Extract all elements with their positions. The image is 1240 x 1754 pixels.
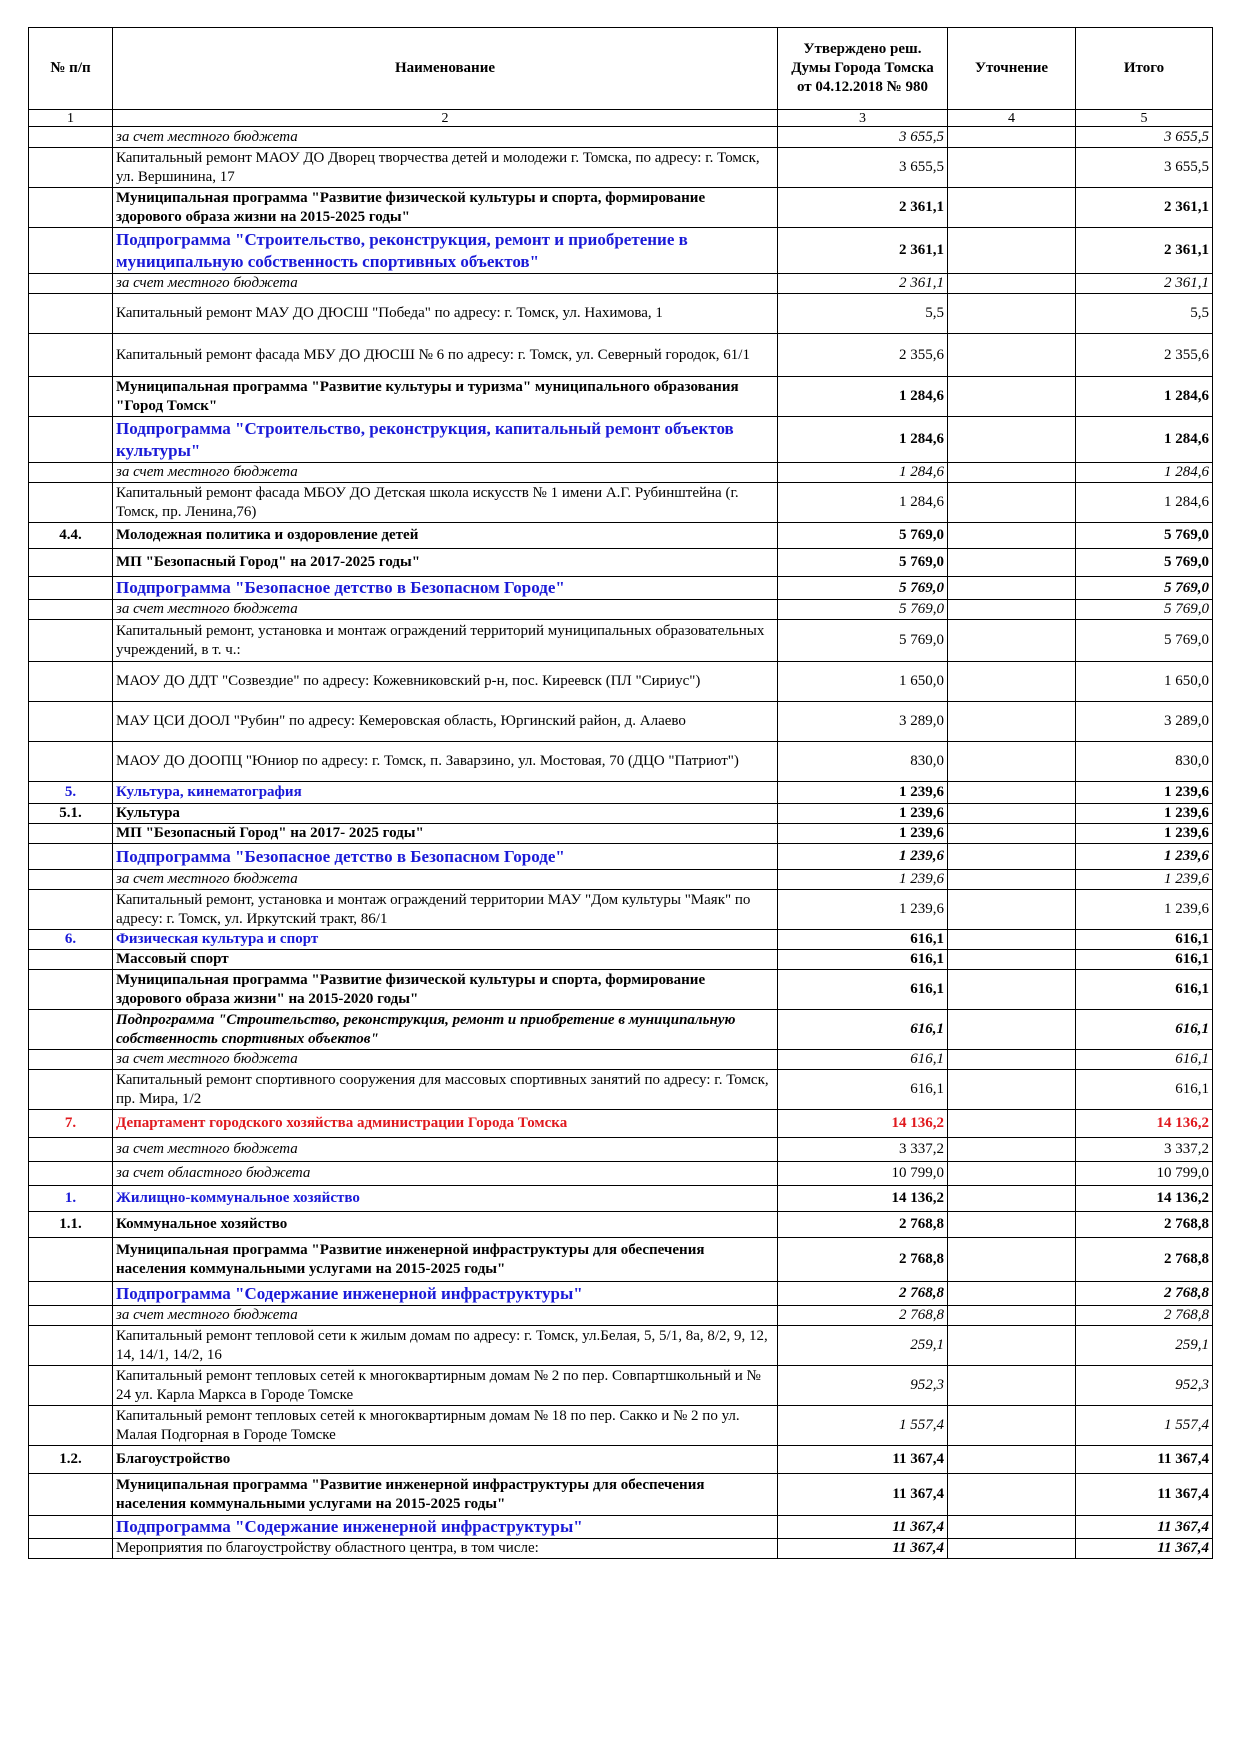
row-number [29, 1516, 113, 1539]
row-name: Муниципальная программа "Развитие физической культуры и спорта, формирование здорового образа жизни на 2015-2025 годы" [113, 188, 778, 228]
row-total-value: 616,1 [1076, 930, 1213, 950]
row-name: за счет местного бюджета [113, 463, 778, 483]
row-approved-value: 1 284,6 [778, 463, 948, 483]
row-number [29, 702, 113, 742]
row-total-value: 259,1 [1076, 1326, 1213, 1366]
header-name: Наименование [113, 28, 778, 110]
row-number [29, 274, 113, 294]
row-name: за счет областного бюджета [113, 1162, 778, 1186]
column-index-row [29, 110, 1213, 127]
row-total-value: 1 239,6 [1076, 870, 1213, 890]
row-total-value: 616,1 [1076, 970, 1213, 1010]
row-approved-value: 11 367,4 [778, 1446, 948, 1474]
table-row [29, 1326, 1213, 1366]
row-total-value: 1 650,0 [1076, 662, 1213, 702]
row-number [29, 1138, 113, 1162]
row-approved-value: 830,0 [778, 742, 948, 782]
table-row [29, 1212, 1213, 1238]
row-number [29, 1238, 113, 1282]
row-approved-value: 616,1 [778, 1050, 948, 1070]
row-change-value [948, 148, 1076, 188]
row-approved-value: 3 655,5 [778, 148, 948, 188]
table-row [29, 1539, 1213, 1559]
row-name: Подпрограмма "Безопасное детство в Безопасном Городе" [113, 577, 778, 600]
row-change-value [948, 1474, 1076, 1516]
row-name: Капитальный ремонт МАОУ ДО Дворец творчества детей и молодежи г. Томска, по адресу: г. Томск, ул. Вершинина, 17 [113, 148, 778, 188]
row-total-value: 11 367,4 [1076, 1446, 1213, 1474]
row-total-value: 14 136,2 [1076, 1186, 1213, 1212]
row-approved-value: 5 769,0 [778, 600, 948, 620]
row-number [29, 483, 113, 523]
row-total-value: 1 239,6 [1076, 890, 1213, 930]
table-row [29, 804, 1213, 824]
row-name: Муниципальная программа "Развитие инженерной инфраструктуры для обеспечения населения коммунальными услугами на 2015-2025 годы" [113, 1238, 778, 1282]
row-name: МАОУ ДО ДООПЦ "Юниор по адресу: г. Томск, п. Заварзино, ул. Мостовая, 70 (ДЦО "Патриот") [113, 742, 778, 782]
row-change-value [948, 1516, 1076, 1539]
row-change-value [948, 549, 1076, 577]
row-name: Муниципальная программа "Развитие инженерной инфраструктуры для обеспечения населения коммунальными услугами на 2015-2025 годы" [113, 1474, 778, 1516]
table-row [29, 549, 1213, 577]
row-name: Капитальный ремонт, установка и монтаж ограждений территорий муниципальных образовательных учреждений, в т. ч.: [113, 620, 778, 662]
row-total-value: 1 284,6 [1076, 377, 1213, 417]
row-number: 5. [29, 782, 113, 804]
table-row [29, 620, 1213, 662]
row-approved-value: 5 769,0 [778, 577, 948, 600]
row-name: Департамент городского хозяйства администрации Города Томска [113, 1110, 778, 1138]
row-change-value [948, 1366, 1076, 1406]
row-change-value [948, 930, 1076, 950]
table-row [29, 1446, 1213, 1474]
row-total-value: 1 284,6 [1076, 483, 1213, 523]
table-row [29, 1366, 1213, 1406]
row-name: Подпрограмма "Содержание инженерной инфраструктуры" [113, 1282, 778, 1306]
row-total-value: 11 367,4 [1076, 1539, 1213, 1559]
row-approved-value: 1 239,6 [778, 890, 948, 930]
row-change-value [948, 127, 1076, 148]
row-change-value [948, 188, 1076, 228]
table-row [29, 417, 1213, 463]
table-row [29, 662, 1213, 702]
row-total-value: 1 239,6 [1076, 782, 1213, 804]
row-change-value [948, 1050, 1076, 1070]
table-row [29, 702, 1213, 742]
row-number [29, 1326, 113, 1366]
table-row [29, 1238, 1213, 1282]
table-row [29, 824, 1213, 844]
row-name: Коммунальное хозяйство [113, 1212, 778, 1238]
row-approved-value: 5 769,0 [778, 620, 948, 662]
table-row [29, 148, 1213, 188]
row-approved-value: 259,1 [778, 1326, 948, 1366]
row-name: Подпрограмма "Содержание инженерной инфраструктуры" [113, 1516, 778, 1539]
row-total-value: 5 769,0 [1076, 523, 1213, 549]
row-approved-value: 3 337,2 [778, 1138, 948, 1162]
row-change-value [948, 1212, 1076, 1238]
table-row [29, 1474, 1213, 1516]
row-change-value [948, 1110, 1076, 1138]
row-approved-value: 1 239,6 [778, 782, 948, 804]
column-index: 4 [948, 110, 1076, 127]
row-change-value [948, 600, 1076, 620]
row-approved-value: 5 769,0 [778, 523, 948, 549]
row-change-value [948, 804, 1076, 824]
table-body [29, 127, 1213, 1559]
row-total-value: 616,1 [1076, 1010, 1213, 1050]
row-change-value [948, 1539, 1076, 1559]
row-number: 1. [29, 1186, 113, 1212]
row-total-value: 2 361,1 [1076, 188, 1213, 228]
row-number [29, 890, 113, 930]
row-approved-value: 2 361,1 [778, 274, 948, 294]
table-row [29, 970, 1213, 1010]
row-total-value: 3 655,5 [1076, 148, 1213, 188]
row-total-value: 1 284,6 [1076, 417, 1213, 463]
row-number [29, 950, 113, 970]
row-number [29, 549, 113, 577]
row-name: Капитальный ремонт спортивного сооружения для массовых спортивных занятий по адресу: г. Томск, пр. Мира, 1/2 [113, 1070, 778, 1110]
table-row [29, 1010, 1213, 1050]
row-number [29, 1366, 113, 1406]
row-change-value [948, 523, 1076, 549]
row-name: Капитальный ремонт тепловых сетей к многоквартирным домам № 18 по пер. Сакко и № 2 по ул. Малая Подгорная в Городе Томске [113, 1406, 778, 1446]
row-number [29, 1282, 113, 1306]
row-total-value: 2 768,8 [1076, 1282, 1213, 1306]
row-change-value [948, 970, 1076, 1010]
row-total-value: 616,1 [1076, 950, 1213, 970]
row-total-value: 1 239,6 [1076, 824, 1213, 844]
column-index: 5 [1076, 110, 1213, 127]
row-change-value [948, 294, 1076, 334]
row-number: 4.4. [29, 523, 113, 549]
row-number [29, 662, 113, 702]
row-name: Муниципальная программа "Развитие физической культуры и спорта, формирование здорового образа жизни" на 2015-2020 годы" [113, 970, 778, 1010]
row-number: 5.1. [29, 804, 113, 824]
row-approved-value: 10 799,0 [778, 1162, 948, 1186]
row-change-value [948, 1406, 1076, 1446]
row-number [29, 294, 113, 334]
row-name: МАОУ ДО ДДТ "Созвездие" по адресу: Кожевниковский р-н, пос. Киреевск (ПЛ "Сириус") [113, 662, 778, 702]
row-total-value: 1 557,4 [1076, 1406, 1213, 1446]
row-name: Капитальный ремонт фасада МБОУ ДО Детская школа искусств № 1 имени А.Г. Рубинштейна (г. Томск, пр. Ленина,76) [113, 483, 778, 523]
row-approved-value: 3 655,5 [778, 127, 948, 148]
row-total-value: 1 284,6 [1076, 463, 1213, 483]
row-number [29, 1539, 113, 1559]
table-row [29, 844, 1213, 870]
row-number [29, 1306, 113, 1326]
row-total-value: 2 768,8 [1076, 1238, 1213, 1282]
row-change-value [948, 1186, 1076, 1212]
header-approved-line3: от 04.12.2018 № 980 [797, 79, 928, 95]
row-change-value [948, 662, 1076, 702]
row-approved-value: 1 650,0 [778, 662, 948, 702]
row-number [29, 148, 113, 188]
row-approved-value: 1 557,4 [778, 1406, 948, 1446]
row-change-value [948, 1162, 1076, 1186]
row-change-value [948, 1306, 1076, 1326]
row-approved-value: 1 239,6 [778, 824, 948, 844]
row-change-value [948, 274, 1076, 294]
table-row [29, 294, 1213, 334]
table-row [29, 1306, 1213, 1326]
row-change-value [948, 1138, 1076, 1162]
row-change-value [948, 463, 1076, 483]
row-change-value [948, 417, 1076, 463]
row-number [29, 844, 113, 870]
row-number [29, 870, 113, 890]
table-row [29, 188, 1213, 228]
row-approved-value: 1 284,6 [778, 377, 948, 417]
row-total-value: 2 361,1 [1076, 228, 1213, 274]
row-number [29, 228, 113, 274]
table-row [29, 1138, 1213, 1162]
row-number [29, 742, 113, 782]
row-total-value: 616,1 [1076, 1050, 1213, 1070]
header-row [29, 28, 1213, 110]
row-change-value [948, 228, 1076, 274]
table-row [29, 600, 1213, 620]
row-name: Мероприятия по благоустройству областного центра, в том числе: [113, 1539, 778, 1559]
table-row [29, 782, 1213, 804]
row-change-value [948, 1010, 1076, 1050]
table-row [29, 1110, 1213, 1138]
header-approved-line2: Думы Города Томска [791, 60, 934, 76]
row-approved-value: 616,1 [778, 950, 948, 970]
row-approved-value: 11 367,4 [778, 1474, 948, 1516]
table-row [29, 1050, 1213, 1070]
table-row [29, 1070, 1213, 1110]
row-name: Культура, кинематография [113, 782, 778, 804]
row-change-value [948, 1326, 1076, 1366]
table-row [29, 1186, 1213, 1212]
row-change-value [948, 577, 1076, 600]
row-name: Культура [113, 804, 778, 824]
table-row [29, 377, 1213, 417]
table-row [29, 334, 1213, 377]
row-name: Капитальный ремонт фасада МБУ ДО ДЮСШ № 6 по адресу: г. Томск, ул. Северный городок, 61/1 [113, 334, 778, 377]
column-index: 1 [29, 110, 113, 127]
row-name: Молодежная политика и оздоровление детей [113, 523, 778, 549]
row-approved-value: 616,1 [778, 930, 948, 950]
row-change-value [948, 483, 1076, 523]
column-index: 2 [113, 110, 778, 127]
table-row [29, 890, 1213, 930]
row-approved-value: 14 136,2 [778, 1186, 948, 1212]
row-name: за счет местного бюджета [113, 127, 778, 148]
row-number [29, 1070, 113, 1110]
row-approved-value: 616,1 [778, 970, 948, 1010]
row-change-value [948, 620, 1076, 662]
row-name: Подпрограмма "Строительство, реконструкция, ремонт и приобретение в муниципальную собственность спортивных объектов" [113, 228, 778, 274]
row-total-value: 3 337,2 [1076, 1138, 1213, 1162]
row-name: за счет местного бюджета [113, 600, 778, 620]
row-name: Жилищно-коммунальное хозяйство [113, 1186, 778, 1212]
row-number [29, 1010, 113, 1050]
row-approved-value: 2 355,6 [778, 334, 948, 377]
row-change-value [948, 890, 1076, 930]
row-total-value: 5 769,0 [1076, 577, 1213, 600]
row-approved-value: 1 284,6 [778, 483, 948, 523]
row-total-value: 830,0 [1076, 742, 1213, 782]
row-number [29, 334, 113, 377]
table-row [29, 930, 1213, 950]
row-approved-value: 2 768,8 [778, 1212, 948, 1238]
row-name: Подпрограмма "Строительство, реконструкция, капитальный ремонт объектов культуры" [113, 417, 778, 463]
row-number [29, 377, 113, 417]
table-row [29, 127, 1213, 148]
row-approved-value: 5,5 [778, 294, 948, 334]
row-approved-value: 1 239,6 [778, 844, 948, 870]
row-approved-value: 5 769,0 [778, 549, 948, 577]
table-row [29, 742, 1213, 782]
row-approved-value: 2 361,1 [778, 228, 948, 274]
row-name: за счет местного бюджета [113, 274, 778, 294]
header-total: Итого [1076, 28, 1213, 110]
row-total-value: 2 355,6 [1076, 334, 1213, 377]
row-name: за счет местного бюджета [113, 870, 778, 890]
header-approved [778, 28, 948, 110]
row-change-value [948, 870, 1076, 890]
row-change-value [948, 950, 1076, 970]
row-change-value [948, 377, 1076, 417]
table-row [29, 1406, 1213, 1446]
table-row [29, 1516, 1213, 1539]
header-approved-line1: Утверждено реш. [803, 41, 922, 57]
table-row [29, 870, 1213, 890]
row-name: Капитальный ремонт МАУ ДО ДЮСШ "Победа" по адресу: г. Томск, ул. Нахимова, 1 [113, 294, 778, 334]
table-row [29, 1282, 1213, 1306]
row-name: Муниципальная программа "Развитие культуры и туризма" муниципального образования "Город Томск" [113, 377, 778, 417]
row-change-value [948, 1238, 1076, 1282]
row-number [29, 127, 113, 148]
row-number [29, 1050, 113, 1070]
row-approved-value: 2 361,1 [778, 188, 948, 228]
row-total-value: 11 367,4 [1076, 1516, 1213, 1539]
row-total-value: 5 769,0 [1076, 549, 1213, 577]
table-row [29, 577, 1213, 600]
row-total-value: 2 361,1 [1076, 274, 1213, 294]
row-name: Капитальный ремонт тепловой сети к жилым домам по адресу: г. Томск, ул.Белая, 5, 5/1, 8а, 8/2, 9, 12, 14, 14/1, 14/2, 16 [113, 1326, 778, 1366]
row-approved-value: 11 367,4 [778, 1516, 948, 1539]
row-name: за счет местного бюджета [113, 1138, 778, 1162]
row-name: Подпрограмма "Строительство, реконструкция, ремонт и приобретение в муниципальную собственность спортивных объектов" [113, 1010, 778, 1050]
row-name: Капитальный ремонт тепловых сетей к многоквартирным домам № 2 по пер. Совпартшкольный и № 24 ул. Карла Маркса в Городе Томске [113, 1366, 778, 1406]
table-row [29, 483, 1213, 523]
row-approved-value: 11 367,4 [778, 1539, 948, 1559]
row-name: МП "Безопасный Город" на 2017- 2025 годы" [113, 824, 778, 844]
row-number [29, 824, 113, 844]
row-number [29, 1406, 113, 1446]
table-row [29, 1162, 1213, 1186]
row-change-value [948, 844, 1076, 870]
row-approved-value: 616,1 [778, 1010, 948, 1050]
table-row [29, 463, 1213, 483]
table-row [29, 228, 1213, 274]
row-name: Капитальный ремонт, установка и монтаж ограждений территории МАУ "Дом культуры "Маяк" по адресу: г. Томск, ул. Иркутский тракт, 86/1 [113, 890, 778, 930]
row-approved-value: 2 768,8 [778, 1282, 948, 1306]
row-number [29, 970, 113, 1010]
row-approved-value: 2 768,8 [778, 1238, 948, 1282]
row-name: Подпрограмма "Безопасное детство в Безопасном Городе" [113, 844, 778, 870]
table-row [29, 274, 1213, 294]
row-name: Массовый спорт [113, 950, 778, 970]
row-approved-value: 1 239,6 [778, 870, 948, 890]
row-number [29, 577, 113, 600]
row-name: МП "Безопасный Город" на 2017-2025 годы" [113, 549, 778, 577]
row-total-value: 5,5 [1076, 294, 1213, 334]
row-name: за счет местного бюджета [113, 1306, 778, 1326]
row-approved-value: 14 136,2 [778, 1110, 948, 1138]
row-change-value [948, 702, 1076, 742]
row-total-value: 3 655,5 [1076, 127, 1213, 148]
row-change-value [948, 334, 1076, 377]
row-total-value: 5 769,0 [1076, 600, 1213, 620]
row-total-value: 10 799,0 [1076, 1162, 1213, 1186]
header-num: № п/п [29, 28, 113, 110]
row-approved-value: 2 768,8 [778, 1306, 948, 1326]
column-index: 3 [778, 110, 948, 127]
row-total-value: 11 367,4 [1076, 1474, 1213, 1516]
row-approved-value: 616,1 [778, 1070, 948, 1110]
row-change-value [948, 782, 1076, 804]
row-name: Благоустройство [113, 1446, 778, 1474]
row-total-value: 616,1 [1076, 1070, 1213, 1110]
row-total-value: 1 239,6 [1076, 804, 1213, 824]
table-row [29, 950, 1213, 970]
row-change-value [948, 1070, 1076, 1110]
header-change: Уточнение [948, 28, 1076, 110]
row-number: 6. [29, 930, 113, 950]
row-change-value [948, 1282, 1076, 1306]
row-change-value [948, 824, 1076, 844]
table-row [29, 523, 1213, 549]
row-total-value: 2 768,8 [1076, 1306, 1213, 1326]
row-change-value [948, 1446, 1076, 1474]
row-number: 7. [29, 1110, 113, 1138]
row-total-value: 5 769,0 [1076, 620, 1213, 662]
row-total-value: 2 768,8 [1076, 1212, 1213, 1238]
row-total-value: 952,3 [1076, 1366, 1213, 1406]
row-number [29, 1162, 113, 1186]
row-approved-value: 1 284,6 [778, 417, 948, 463]
row-number [29, 600, 113, 620]
row-total-value: 1 239,6 [1076, 844, 1213, 870]
row-approved-value: 1 239,6 [778, 804, 948, 824]
row-number [29, 417, 113, 463]
row-number [29, 188, 113, 228]
row-change-value [948, 742, 1076, 782]
row-name: Физическая культура и спорт [113, 930, 778, 950]
row-number [29, 1474, 113, 1516]
row-number: 1.2. [29, 1446, 113, 1474]
row-number [29, 620, 113, 662]
row-total-value: 14 136,2 [1076, 1110, 1213, 1138]
budget-table [28, 27, 1213, 1559]
row-approved-value: 952,3 [778, 1366, 948, 1406]
row-name: за счет местного бюджета [113, 1050, 778, 1070]
row-total-value: 3 289,0 [1076, 702, 1213, 742]
row-name: МАУ ЦСИ ДООЛ "Рубин" по адресу: Кемеровская область, Юргинский район, д. Алаево [113, 702, 778, 742]
row-number: 1.1. [29, 1212, 113, 1238]
row-approved-value: 3 289,0 [778, 702, 948, 742]
row-number [29, 463, 113, 483]
